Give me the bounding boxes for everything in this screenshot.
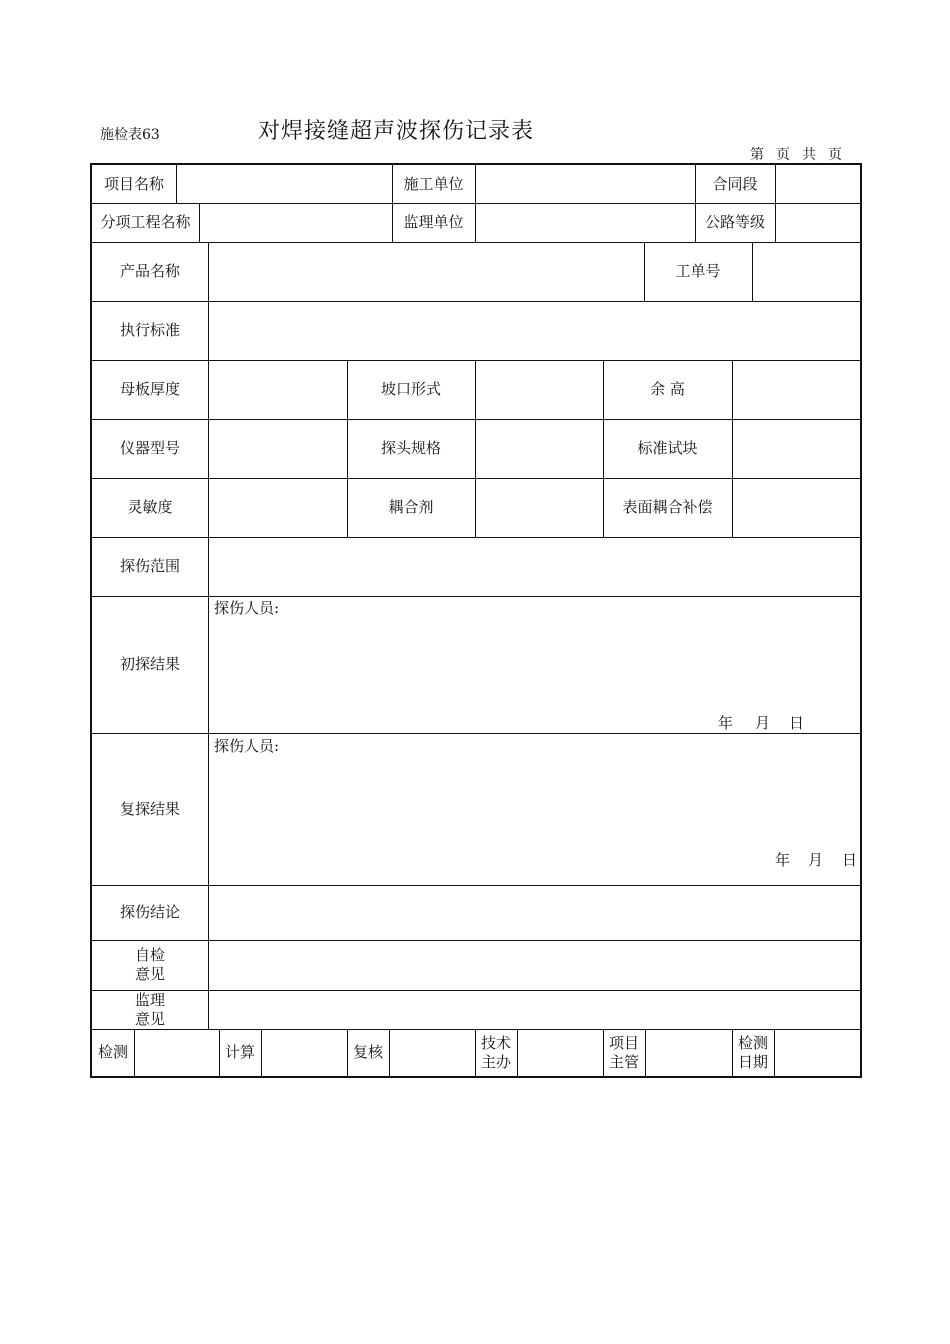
work-order-label: 工单号 — [675, 262, 721, 280]
page-word-ye-total: 页 — [828, 147, 842, 163]
recheck-date-month: 月 — [808, 851, 824, 869]
project-name-label: 项目名称 — [103, 174, 164, 193]
supervision-opinion-label — [92, 990, 208, 1029]
self-check-field[interactable] — [209, 940, 860, 990]
page-word-gong: 共 — [802, 147, 816, 163]
road-grade-label: 公路等级 — [704, 213, 765, 231]
surface-compensation-label: 表面耦合补偿 — [622, 498, 713, 516]
calc-field[interactable] — [262, 1029, 347, 1076]
supervision-opinion-field[interactable] — [209, 990, 860, 1029]
subproject-name-field[interactable] — [200, 203, 392, 242]
product-name-label: 产品名称 — [119, 262, 180, 280]
standard-block-label: 标准试块 — [637, 439, 698, 457]
recheck-date-day: 日 — [842, 851, 858, 869]
standard-label: 执行标准 — [119, 321, 180, 339]
tech-label-line2: 主办 — [480, 1052, 511, 1071]
recheck-date-year: 年 — [775, 851, 791, 869]
plate-thickness-field[interactable] — [209, 360, 347, 419]
couplant-label: 耦合剂 — [388, 498, 434, 516]
date-label-line1: 检测 — [737, 1033, 768, 1052]
record-table — [90, 163, 862, 1078]
initial-result-label: 初探结果 — [119, 655, 180, 673]
recheck-result-label: 复探结果 — [119, 799, 180, 818]
pm-field[interactable] — [646, 1029, 732, 1076]
form-title: 对焊接缝超声波探伤记录表 — [258, 119, 535, 144]
pm-label — [603, 1029, 645, 1076]
project-name-field[interactable] — [177, 165, 392, 203]
work-order-field[interactable] — [753, 242, 860, 301]
tech-field[interactable] — [518, 1029, 603, 1076]
date-label-line2: 日期 — [737, 1052, 768, 1071]
page-info — [750, 144, 842, 164]
self-check-label-line2: 意见 — [134, 965, 165, 983]
plate-thickness-label: 母板厚度 — [119, 380, 180, 398]
review-label: 复核 — [352, 1043, 383, 1061]
tech-label-line1: 技术 — [480, 1033, 511, 1052]
conclusion-field[interactable] — [209, 885, 860, 940]
groove-form-field[interactable] — [476, 360, 603, 419]
construction-unit-label: 施工单位 — [403, 174, 464, 193]
couplant-field[interactable] — [476, 478, 603, 537]
supervision-unit-field[interactable] — [476, 203, 695, 242]
recheck-inspector-label: 探伤人员: — [214, 737, 280, 755]
instrument-model-field[interactable] — [209, 419, 347, 478]
construction-unit-field[interactable] — [476, 165, 695, 203]
supervision-opinion-label-line2: 意见 — [134, 1009, 165, 1028]
inspection-range-label: 探伤范围 — [119, 557, 180, 575]
contract-section-field[interactable] — [776, 165, 860, 203]
calc-label: 计算 — [224, 1043, 255, 1061]
contract-section-label: 合同段 — [712, 174, 758, 193]
groove-form-label: 坡口形式 — [380, 380, 441, 398]
date-label — [732, 1029, 774, 1076]
reinforcement-field[interactable] — [733, 360, 860, 419]
tech-label — [475, 1029, 517, 1076]
conclusion-label: 探伤结论 — [119, 903, 180, 921]
supervision-unit-label: 监理单位 — [403, 213, 464, 231]
page-word-di: 第 — [750, 147, 764, 163]
review-field[interactable] — [390, 1029, 475, 1076]
sensitivity-field[interactable] — [209, 478, 347, 537]
initial-inspector-label: 探伤人员: — [214, 599, 280, 617]
date-field[interactable] — [775, 1029, 860, 1076]
surface-compensation-field[interactable] — [733, 478, 860, 537]
inspect-label: 检测 — [97, 1043, 128, 1061]
probe-spec-field[interactable] — [476, 419, 603, 478]
product-name-field[interactable] — [209, 242, 644, 301]
pm-label-line1: 项目 — [608, 1033, 639, 1052]
probe-spec-label: 探头规格 — [380, 439, 441, 457]
page-word-ye: 页 — [776, 147, 790, 163]
recheck-result-field[interactable] — [209, 733, 860, 885]
form-code: 施检表63 — [100, 127, 160, 143]
initial-date-year: 年 — [718, 714, 734, 732]
reinforcement-label: 余 高 — [650, 380, 685, 398]
supervision-opinion-label-line1: 监理 — [134, 990, 165, 1009]
inspection-range-field[interactable] — [209, 537, 860, 596]
inspect-field[interactable] — [135, 1029, 219, 1076]
initial-date-month: 月 — [755, 714, 771, 732]
self-check-label — [92, 940, 208, 990]
standard-field[interactable] — [209, 301, 860, 360]
initial-date-day: 日 — [789, 714, 805, 732]
self-check-label-line1: 自检 — [134, 946, 165, 964]
road-grade-field[interactable] — [776, 203, 860, 242]
subproject-name-label: 分项工程名称 — [100, 213, 191, 231]
pm-label-line2: 主管 — [608, 1052, 639, 1071]
sensitivity-label: 灵敏度 — [127, 498, 173, 516]
standard-block-field[interactable] — [733, 419, 860, 478]
instrument-model-label: 仪器型号 — [119, 439, 180, 457]
